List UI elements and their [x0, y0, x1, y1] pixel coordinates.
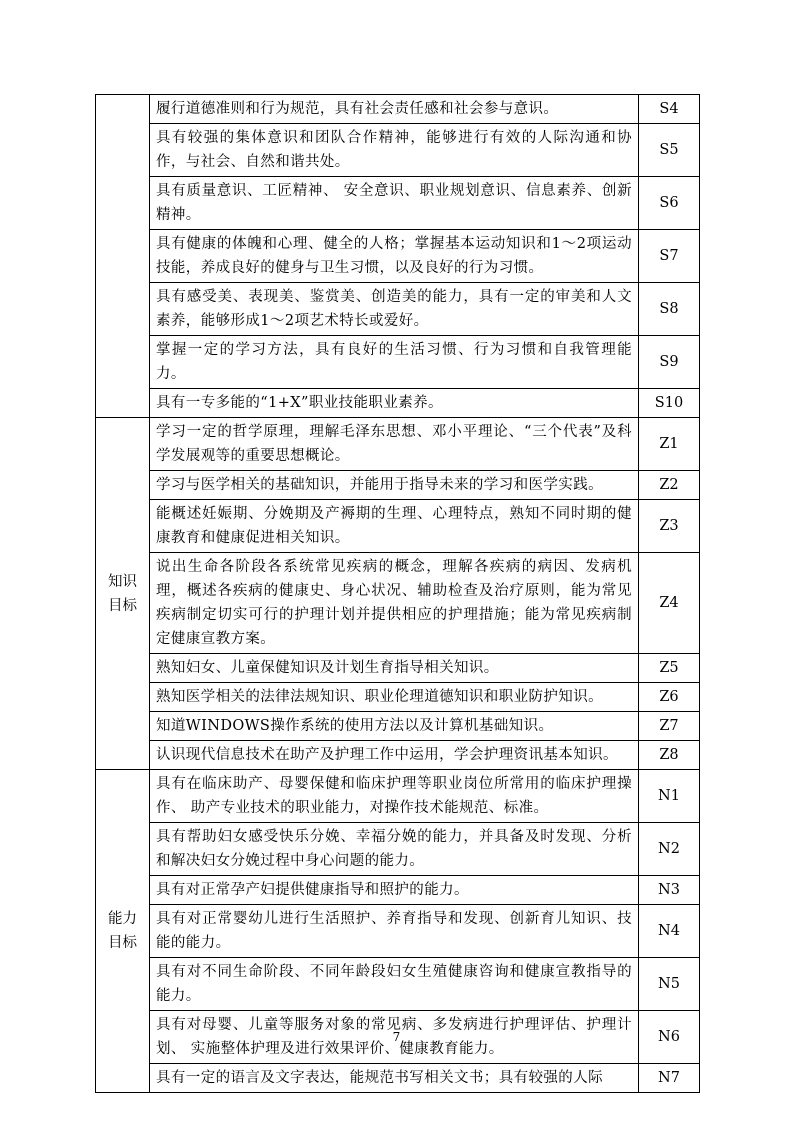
table-row [96, 654, 700, 683]
objective-description: 学习与医学相关的基础知识，并能用于指导未来的学习和医学实践。 [150, 471, 639, 500]
objective-description: 具有对正常婴幼儿进行生活照护、养育指导和发现、创新育儿知识、技能的能力。 [150, 905, 639, 958]
objective-code: S9 [639, 336, 700, 389]
objective-code: N3 [639, 876, 700, 905]
objective-code: Z6 [639, 683, 700, 712]
table-row [96, 177, 700, 230]
objective-code: Z2 [639, 471, 700, 500]
category-cell: 能力目标 [96, 770, 150, 1093]
category-cell [96, 95, 150, 418]
objective-description: 学习一定的哲学原理，理解毛泽东思想、邓小平理论、“三个代表”及科学发展观等的重要思想概论。 [150, 418, 639, 471]
objective-description: 具有较强的集体意识和团队合作精神，能够进行有效的人际沟通和协作，与社会、自然和谐共处。 [150, 124, 639, 177]
objective-description: 能概述妊娠期、分娩期及产褥期的生理、心理特点，熟知不同时期的健康教育和健康促进相关知识。 [150, 500, 639, 553]
table-row [96, 905, 700, 958]
objectives-table [95, 94, 700, 1093]
table-row [96, 230, 700, 283]
table-row [96, 418, 700, 471]
table-row [96, 500, 700, 553]
objective-code: S8 [639, 283, 700, 336]
objective-description: 具有感受美、表现美、鉴赏美、创造美的能力，具有一定的审美和人文素养，能够形成1～2项艺术特长或爱好。 [150, 283, 639, 336]
objective-code: S6 [639, 177, 700, 230]
objective-description: 熟知医学相关的法律法规知识、职业伦理道德知识和职业防护知识。 [150, 683, 639, 712]
objective-code: N7 [639, 1064, 700, 1093]
objective-description: 认识现代信息技术在助产及护理工作中运用，学会护理资讯基本知识。 [150, 741, 639, 770]
objective-code: Z4 [639, 553, 700, 654]
table-row [96, 553, 700, 654]
table-row [96, 124, 700, 177]
objective-code: N1 [639, 770, 700, 823]
objective-code: Z3 [639, 500, 700, 553]
objective-code: S10 [639, 389, 700, 418]
objective-description: 掌握一定的学习方法，具有良好的生活习惯、行为习惯和自我管理能力。 [150, 336, 639, 389]
table-row [96, 1064, 700, 1093]
objective-description: 具有一专多能的“1+X”职业技能职业素养。 [150, 389, 639, 418]
category-cell: 知识目标 [96, 418, 150, 770]
table-row [96, 683, 700, 712]
objective-description: 具有在临床助产、母婴保健和临床护理等职业岗位所常用的临床护理操作、 助产专业技术的职业能力，对操作技术能规范、标准。 [150, 770, 639, 823]
objective-code: N6 [639, 1011, 700, 1064]
objective-description: 说出生命各阶段各系统常见疾病的概念，理解各疾病的病因、发病机理，概述各疾病的健康史、身心状况、辅助检查及治疗原则，能为常见疾病制定切实可行的护理计划并提供相应的护理措施；能为常见疾病制定健康宣教方案。 [150, 553, 639, 654]
table-row [96, 336, 700, 389]
table-row [96, 823, 700, 876]
table-row [96, 95, 700, 124]
objective-code: Z8 [639, 741, 700, 770]
page-number: 7 [392, 1030, 401, 1044]
objective-code: Z5 [639, 654, 700, 683]
objective-description: 具有健康的体魄和心理、健全的人格；掌握基本运动知识和1～2项运动技能，养成良好的健身与卫生习惯，以及良好的行为习惯。 [150, 230, 639, 283]
objective-code: S7 [639, 230, 700, 283]
table-row [96, 283, 700, 336]
objective-code: S4 [639, 95, 700, 124]
objective-description: 具有帮助妇女感受快乐分娩、幸福分娩的能力，并具备及时发现、分析和解决妇女分娩过程中身心问题的能力。 [150, 823, 639, 876]
objective-description: 具有质量意识、工匠精神、 安全意识、职业规划意识、信息素养、创新精神。 [150, 177, 639, 230]
objective-code: Z1 [639, 418, 700, 471]
objective-description: 具有对正常孕产妇提供健康指导和照护的能力。 [150, 876, 639, 905]
objective-code: Z7 [639, 712, 700, 741]
objective-code: N2 [639, 823, 700, 876]
table-row [96, 389, 700, 418]
table-row [96, 741, 700, 770]
objective-code: S5 [639, 124, 700, 177]
objectives-table-body [96, 95, 700, 1093]
objective-description: 知道WINDOWS操作系统的使用方法以及计算机基础知识。 [150, 712, 639, 741]
objective-description: 具有对母婴、儿童等服务对象的常见病、多发病进行护理评估、护理计划、 实施整体护理及进行效果评价、健康教育能力。 [150, 1011, 639, 1064]
table-row [96, 770, 700, 823]
objective-description: 熟知妇女、儿童保健知识及计划生育指导相关知识。 [150, 654, 639, 683]
table-row [96, 712, 700, 741]
objective-description: 履行道德准则和行为规范，具有社会责任感和社会参与意识。 [150, 95, 639, 124]
table-row [96, 876, 700, 905]
objective-code: N4 [639, 905, 700, 958]
objective-description: 具有一定的语言及文字表达，能规范书写相关文书；具有较强的人际 [150, 1064, 639, 1093]
objective-description: 具有对不同生命阶段、不同年龄段妇女生殖健康咨询和健康宣教指导的能力。 [150, 958, 639, 1011]
table-row [96, 958, 700, 1011]
objective-code: N5 [639, 958, 700, 1011]
table-row [96, 471, 700, 500]
